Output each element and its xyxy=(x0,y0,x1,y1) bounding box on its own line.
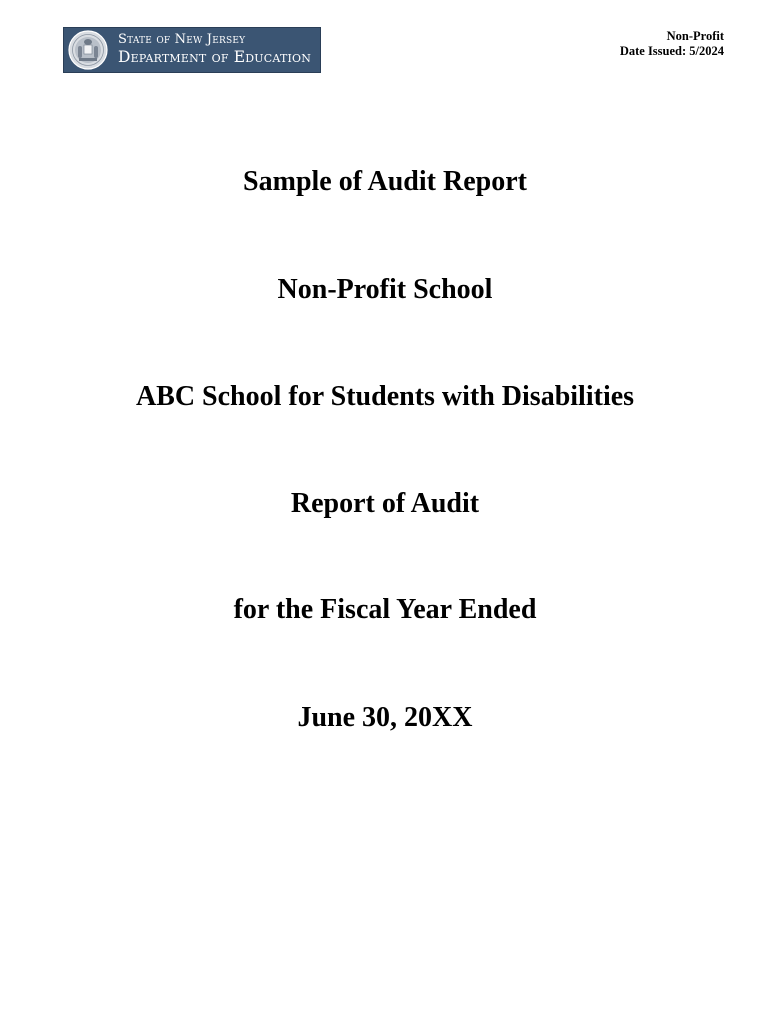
date-issued: Date Issued: 5/2024 xyxy=(619,44,724,58)
report-type: Report of Audit xyxy=(290,488,480,519)
fiscal-year-end-date: June 30, 20XX xyxy=(297,702,473,733)
nj-department-of-education-logo xyxy=(63,27,321,73)
nj-state-seal-icon xyxy=(68,30,108,70)
document-header-info xyxy=(620,29,724,59)
document-category: Non-Profit xyxy=(666,29,724,43)
logo-state-name: State of New Jersey xyxy=(118,32,246,47)
fiscal-year-label: for the Fiscal Year Ended xyxy=(233,594,537,625)
school-name: ABC School for Students with Disabilities xyxy=(135,381,635,412)
school-type: Non-Profit School xyxy=(277,274,493,305)
document-title: Sample of Audit Report xyxy=(243,166,527,197)
logo-department-name: Department of Education xyxy=(118,48,312,66)
